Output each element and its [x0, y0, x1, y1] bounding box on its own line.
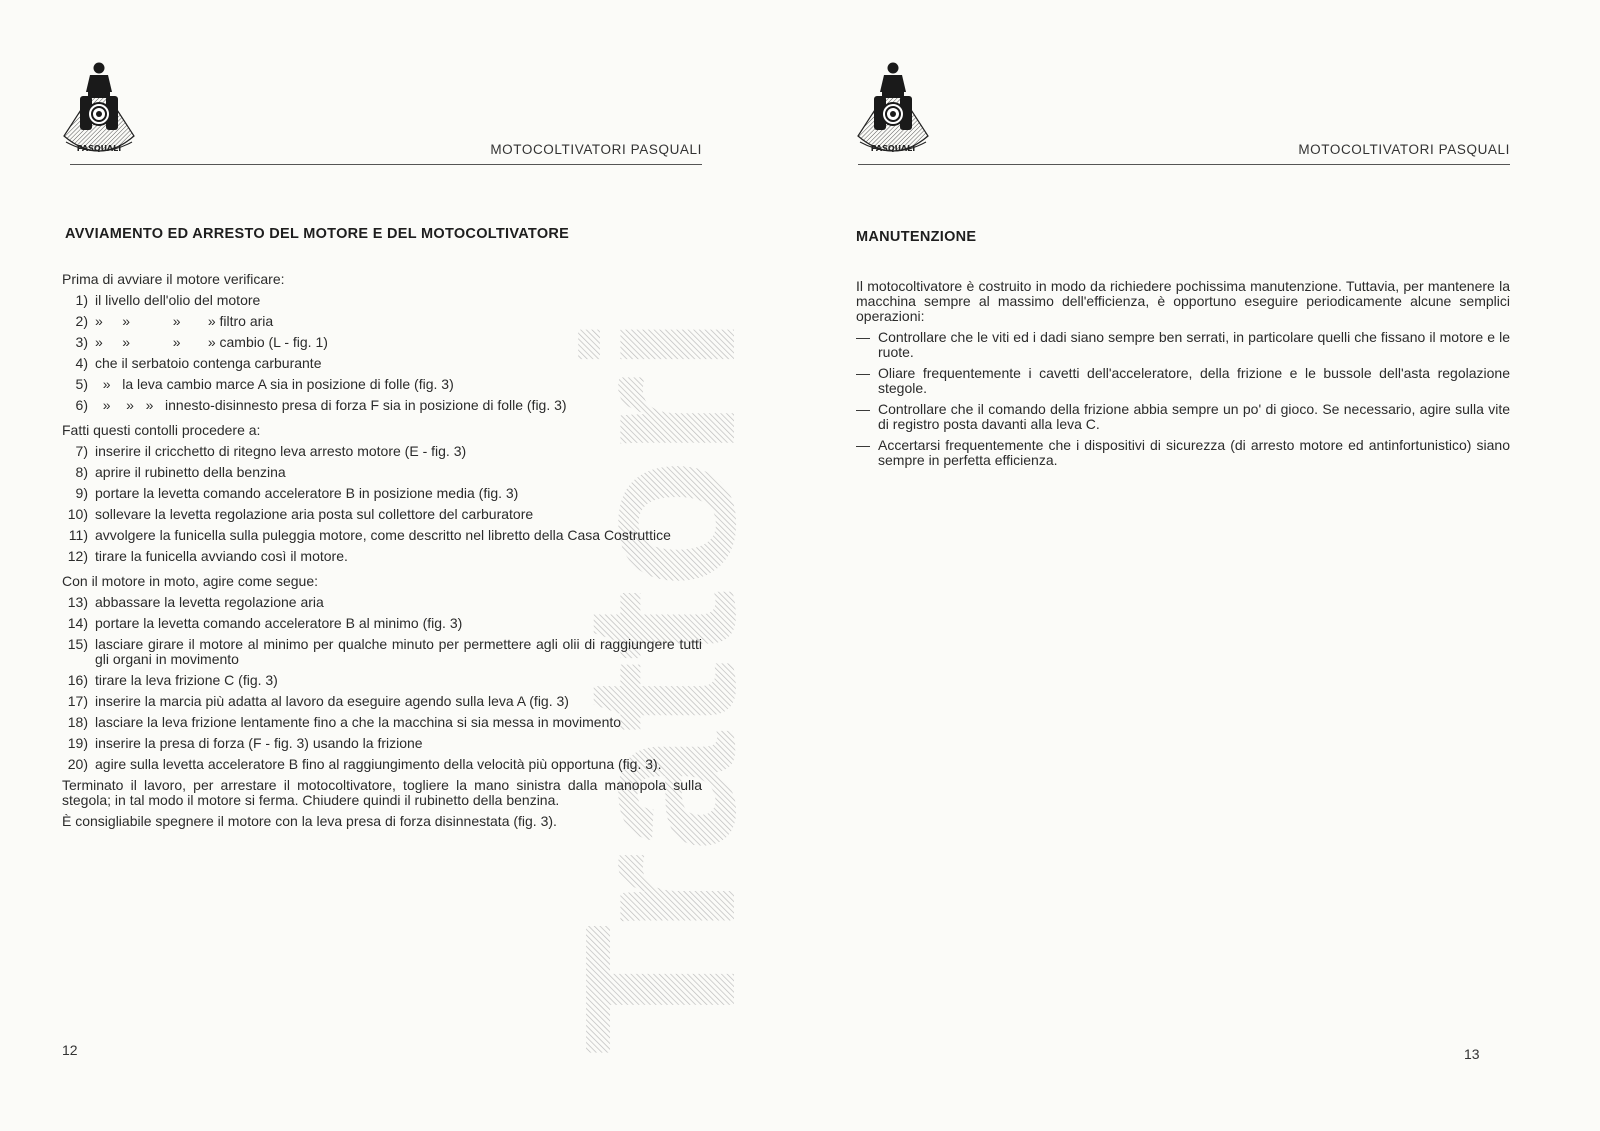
checks-list	[62, 293, 702, 413]
list-item: — Controllare che le viti ed i dadi siano sempre ben serrati, in particolare quelli che fissano il motore e le ruote.	[856, 329, 1510, 360]
intro-text: Il motocoltivatore è costruito in modo da richiedere pochissima manutenzione. Tuttavia, per mantenere la macchina sempre al massimo dell'efficienza, è opportuno eseguire periodicamente alcune semplici operazioni:	[856, 278, 1510, 324]
list-item: 1) il livello dell'olio del motore	[75, 292, 261, 308]
section-title: AVVIAMENTO ED ARRESTO DEL MOTORE E DEL MOTOCOLTIVATORE	[65, 226, 570, 242]
intro-text: Prima di avviare il motore verificare:	[62, 271, 285, 287]
list-item: 11) avvolgere la funicella sulla puleggia motore, come descritto nel libretto della Casa Costruttice	[68, 527, 671, 543]
header-title: MOTOCOLTIVATORI PASQUALI	[490, 142, 702, 157]
instructions-body	[62, 272, 702, 835]
svg-text:Trattori: Trattori	[539, 314, 780, 1055]
list-item: 10) sollevare la levetta regolazione aria posta sul collettore del carburatore	[67, 506, 534, 522]
pasquali-logo	[852, 58, 934, 166]
list-item: 3) » » » » cambio (L - fig. 1)	[75, 334, 328, 350]
list-item: 8) aprire il rubinetto della benzina	[75, 464, 286, 480]
list-item: 15) lasciare girare il motore al minimo per qualche minuto per permettere agli olii di raggiungere tutti gli organi in movimento	[67, 636, 702, 667]
header-divider	[70, 164, 702, 165]
list-item: 5) » la leva cambio marce A sia in posizione di folle (fig. 3)	[75, 376, 454, 392]
running-intro: Con il motore in moto, agire come segue:	[62, 573, 319, 589]
svg-text:PASQUALI: PASQUALI	[870, 144, 916, 153]
pasquali-logo	[58, 58, 140, 166]
list-item: — Accertarsi frequentemente che i dispositivi di sicurezza (di arresto motore ed antinfortunistico) siano sempre in perfetta efficienza.	[856, 437, 1510, 468]
header-title: MOTOCOLTIVATORI PASQUALI	[1298, 142, 1510, 157]
start-steps-list	[62, 444, 702, 564]
svg-text:PASQUALI: PASQUALI	[76, 144, 122, 153]
run-steps-list	[62, 595, 702, 772]
list-item: 19) inserire la presa di forza (F - fig. 3) usando la frizione	[67, 735, 423, 751]
right-page	[800, 0, 1600, 1131]
header-divider	[858, 164, 1510, 165]
maintenance-body	[856, 279, 1510, 474]
list-item: 16) tirare la leva frizione C (fig. 3)	[67, 672, 278, 688]
list-item: — Controllare che il comando della frizione abbia sempre un po' di gioco. Se necessario, agire sulla vite di registro posta davanti alla leva C.	[856, 401, 1510, 432]
list-item: 18) lasciare la leva frizione lentamente fino a che la macchina si sia messa in movimento	[67, 714, 622, 730]
list-item: 17) inserire la marcia più adatta al lavoro da eseguire agendo sulla leva A (fig. 3)	[67, 693, 569, 709]
advice-text: È consigliabile spegnere il motore con la leva presa di forza disinnestata (fig. 3).	[62, 813, 557, 829]
list-item: 4) che il serbatoio contenga carburante	[75, 355, 322, 371]
maintenance-list	[856, 330, 1510, 468]
page-number: 13	[1464, 1046, 1480, 1062]
page-number: 12	[62, 1042, 78, 1058]
list-item: 12) tirare la funicella avviando così il motore.	[67, 548, 348, 564]
list-item: 20) agire sulla levetta acceleratore B fino al raggiungimento della velocità più opportuna (fig. 3).	[67, 756, 662, 772]
section-title: MANUTENZIONE	[856, 229, 977, 245]
list-item: 6) » » » innesto-disinnesto presa di forza F sia in posizione di folle (fig. 3)	[75, 397, 567, 413]
stop-instructions: Terminato il lavoro, per arrestare il motocoltivatore, togliere la mano sinistra dalla manopola sulla stegola; in tal modo il motore si ferma. Chiudere quindi il rubinetto della benzina.	[62, 777, 702, 808]
list-item: 13) abbassare la levetta regolazione aria	[67, 594, 324, 610]
list-item: — Oliare frequentemente i cavetti dell'acceleratore, della frizione e le bussole dell'asta regolazione stegole.	[856, 365, 1510, 396]
list-item: 2) » » » » filtro aria	[75, 313, 274, 329]
procedure-intro: Fatti questi contolli procedere a:	[62, 422, 261, 438]
list-item: 9) portare la levetta comando acceleratore B in posizione media (fig. 3)	[75, 485, 519, 501]
list-item: 14) portare la levetta comando acceleratore B al minimo (fig. 3)	[67, 615, 463, 631]
list-item: 7) inserire il cricchetto di ritegno leva arresto motore (E - fig. 3)	[75, 443, 467, 459]
